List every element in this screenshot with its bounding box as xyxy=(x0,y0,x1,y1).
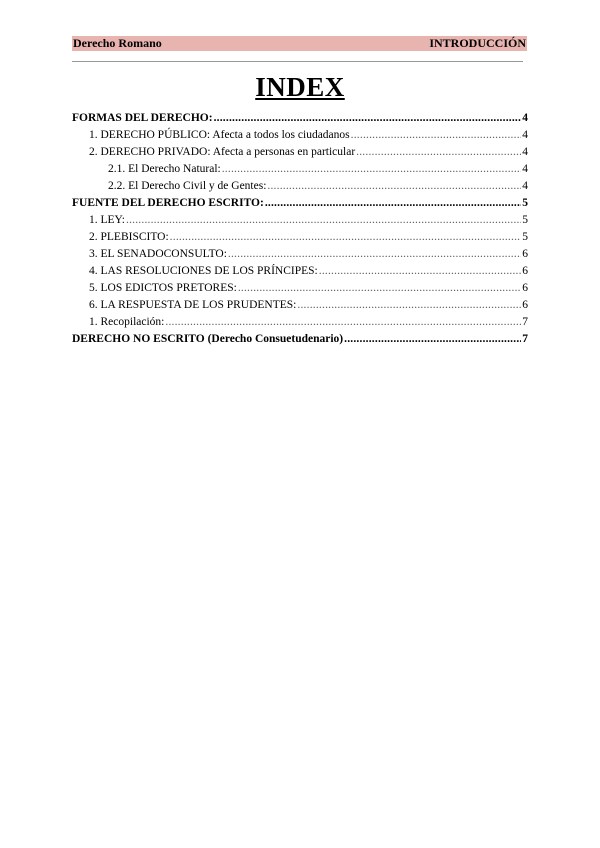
toc-leader-dots xyxy=(351,127,522,144)
toc-page-number: 4 xyxy=(522,129,528,141)
toc-entry-text: FUENTE DEL DERECHO ESCRITO: xyxy=(72,197,264,209)
toc-leader-dots xyxy=(170,229,522,246)
toc-entry-text: FORMAS DEL DERECHO: xyxy=(72,112,213,124)
toc-leader-dots xyxy=(126,212,521,229)
toc-entry-text: DERECHO NO ESCRITO (Derecho Consuetudenario) xyxy=(72,333,344,345)
toc-entry[interactable] xyxy=(72,263,528,280)
toc-entry-text: 1. Recopilación: xyxy=(89,316,165,328)
toc-page-number: 7 xyxy=(522,316,528,328)
toc-entry-text: 1. DERECHO PÚBLICO: Afecta a todos los ciudadanos xyxy=(89,129,350,141)
toc-entry[interactable] xyxy=(72,161,528,178)
toc-entry-text: 2.1. El Derecho Natural: xyxy=(108,163,221,175)
toc-entry[interactable] xyxy=(72,195,528,212)
toc-entry[interactable] xyxy=(72,229,528,246)
toc-entry[interactable] xyxy=(72,246,528,263)
toc-page-number: 5 xyxy=(522,197,528,209)
toc-leader-dots xyxy=(222,161,522,178)
toc-entry[interactable] xyxy=(72,331,528,348)
toc-entry-text: 1. LEY: xyxy=(89,214,125,226)
toc-entry[interactable] xyxy=(72,280,528,297)
toc-leader-dots xyxy=(214,110,522,127)
toc-page-number: 6 xyxy=(522,282,528,294)
page-title: INDEX xyxy=(255,72,345,102)
toc-entry-text: 5. LOS EDICTOS PRETORES: xyxy=(89,282,237,294)
toc-entry-text: 2. DERECHO PRIVADO: Afecta a personas en particular xyxy=(89,146,356,158)
toc-entry[interactable] xyxy=(72,110,528,127)
toc-entry[interactable] xyxy=(72,127,528,144)
toc-leader-dots xyxy=(267,178,521,195)
toc-page-number: 4 xyxy=(522,180,528,192)
running-header xyxy=(72,36,527,51)
toc-entry[interactable] xyxy=(72,314,528,331)
toc-entry-text: 3. EL SENADOCONSULTO: xyxy=(89,248,227,260)
header-left-title: Derecho Romano xyxy=(73,36,162,50)
toc-page-number: 5 xyxy=(522,231,528,243)
toc-leader-dots xyxy=(319,263,522,280)
header-right-title: INTRODUCCIÓN xyxy=(429,36,526,50)
toc-entry[interactable] xyxy=(72,144,528,161)
toc-page-number: 7 xyxy=(522,333,528,345)
toc-leader-dots xyxy=(344,331,521,348)
toc-leader-dots xyxy=(165,314,521,331)
toc-leader-dots xyxy=(297,297,521,314)
toc-page-number: 4 xyxy=(522,146,528,158)
toc-page-number: 4 xyxy=(522,112,528,124)
toc-page-number: 6 xyxy=(522,248,528,260)
toc-entry-text: 2.2. El Derecho Civil y de Gentes: xyxy=(108,180,267,192)
toc-leader-dots xyxy=(238,280,521,297)
header-divider xyxy=(72,61,523,62)
toc-page-number: 5 xyxy=(522,214,528,226)
toc-entry-text: 2. PLEBISCITO: xyxy=(89,231,169,243)
table-of-contents xyxy=(72,110,528,348)
toc-leader-dots xyxy=(228,246,521,263)
toc-page-number: 6 xyxy=(522,265,528,277)
toc-page-number: 6 xyxy=(522,299,528,311)
toc-leader-dots xyxy=(265,195,521,212)
toc-entry-text: 6. LA RESPUESTA DE LOS PRUDENTES: xyxy=(89,299,297,311)
toc-entry[interactable] xyxy=(72,297,528,314)
toc-entry[interactable] xyxy=(72,212,528,229)
toc-leader-dots xyxy=(356,144,521,161)
toc-entry-text: 4. LAS RESOLUCIONES DE LOS PRÍNCIPES: xyxy=(89,265,318,277)
toc-entry[interactable] xyxy=(72,178,528,195)
toc-page-number: 4 xyxy=(522,163,528,175)
